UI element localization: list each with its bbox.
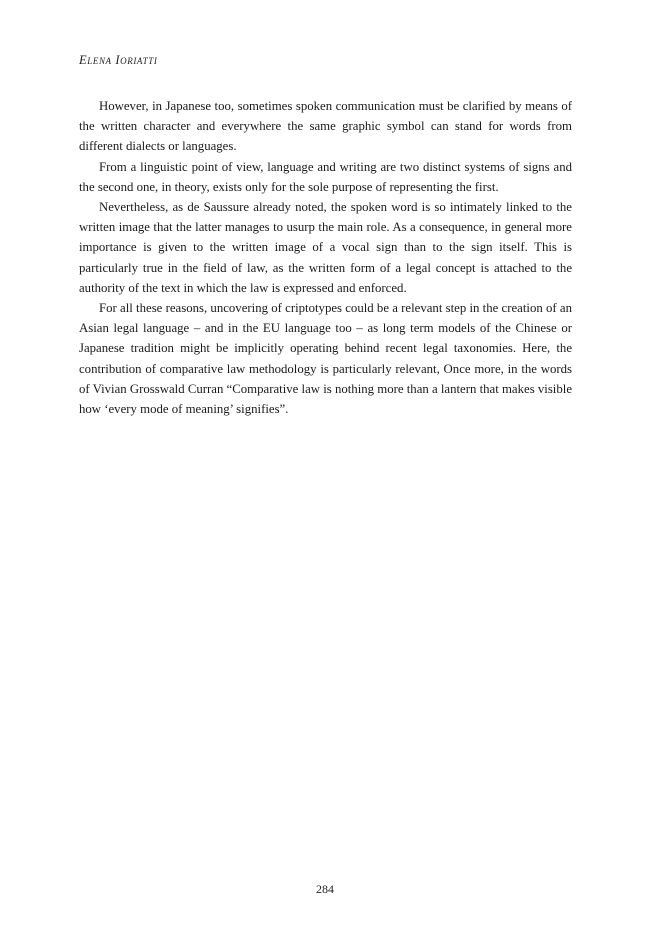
paragraph-1: However, in Japanese too, sometimes spoken communication must be clarified by means of the written character and everywhere the same graphic symbol can stand for words from different dialects or languages.: [79, 99, 572, 154]
paragraph-2: From a linguistic point of view, language and writing are two distinct systems of signs and the second one, in theory, exists only for the sole purpose of representing the first.: [79, 159, 572, 194]
body-text: [79, 96, 572, 419]
running-header-author: Elena Ioriatti: [79, 53, 158, 67]
paragraph-3: Nevertheless, as de Saussure already noted, the spoken word is so intimately linked to the written image that the latter manages to usurp the main role. As a consequence, in general more importance is given to the written image of a vocal sign than to the sign itself. This is particularly true in the field of law, as the written form of a legal concept is attached to the authority of the text in which the law is expressed and enforced.: [79, 200, 572, 295]
page-number: 284: [316, 882, 334, 896]
paragraph-4: For all these reasons, uncovering of criptotypes could be a relevant step in the creation of an Asian legal language – and in the EU language too – as long term models of the Chinese or Japanese tradition might be implicitly operating behind recent legal taxonomies. Here, the contribution of comparative law methodology is particularly relevant, Once more, in the words of Vivian Grosswald Curran “Comparative law is nothing more than a lantern that makes visible how ‘every mode of meaning’ signifies”.: [79, 301, 572, 417]
